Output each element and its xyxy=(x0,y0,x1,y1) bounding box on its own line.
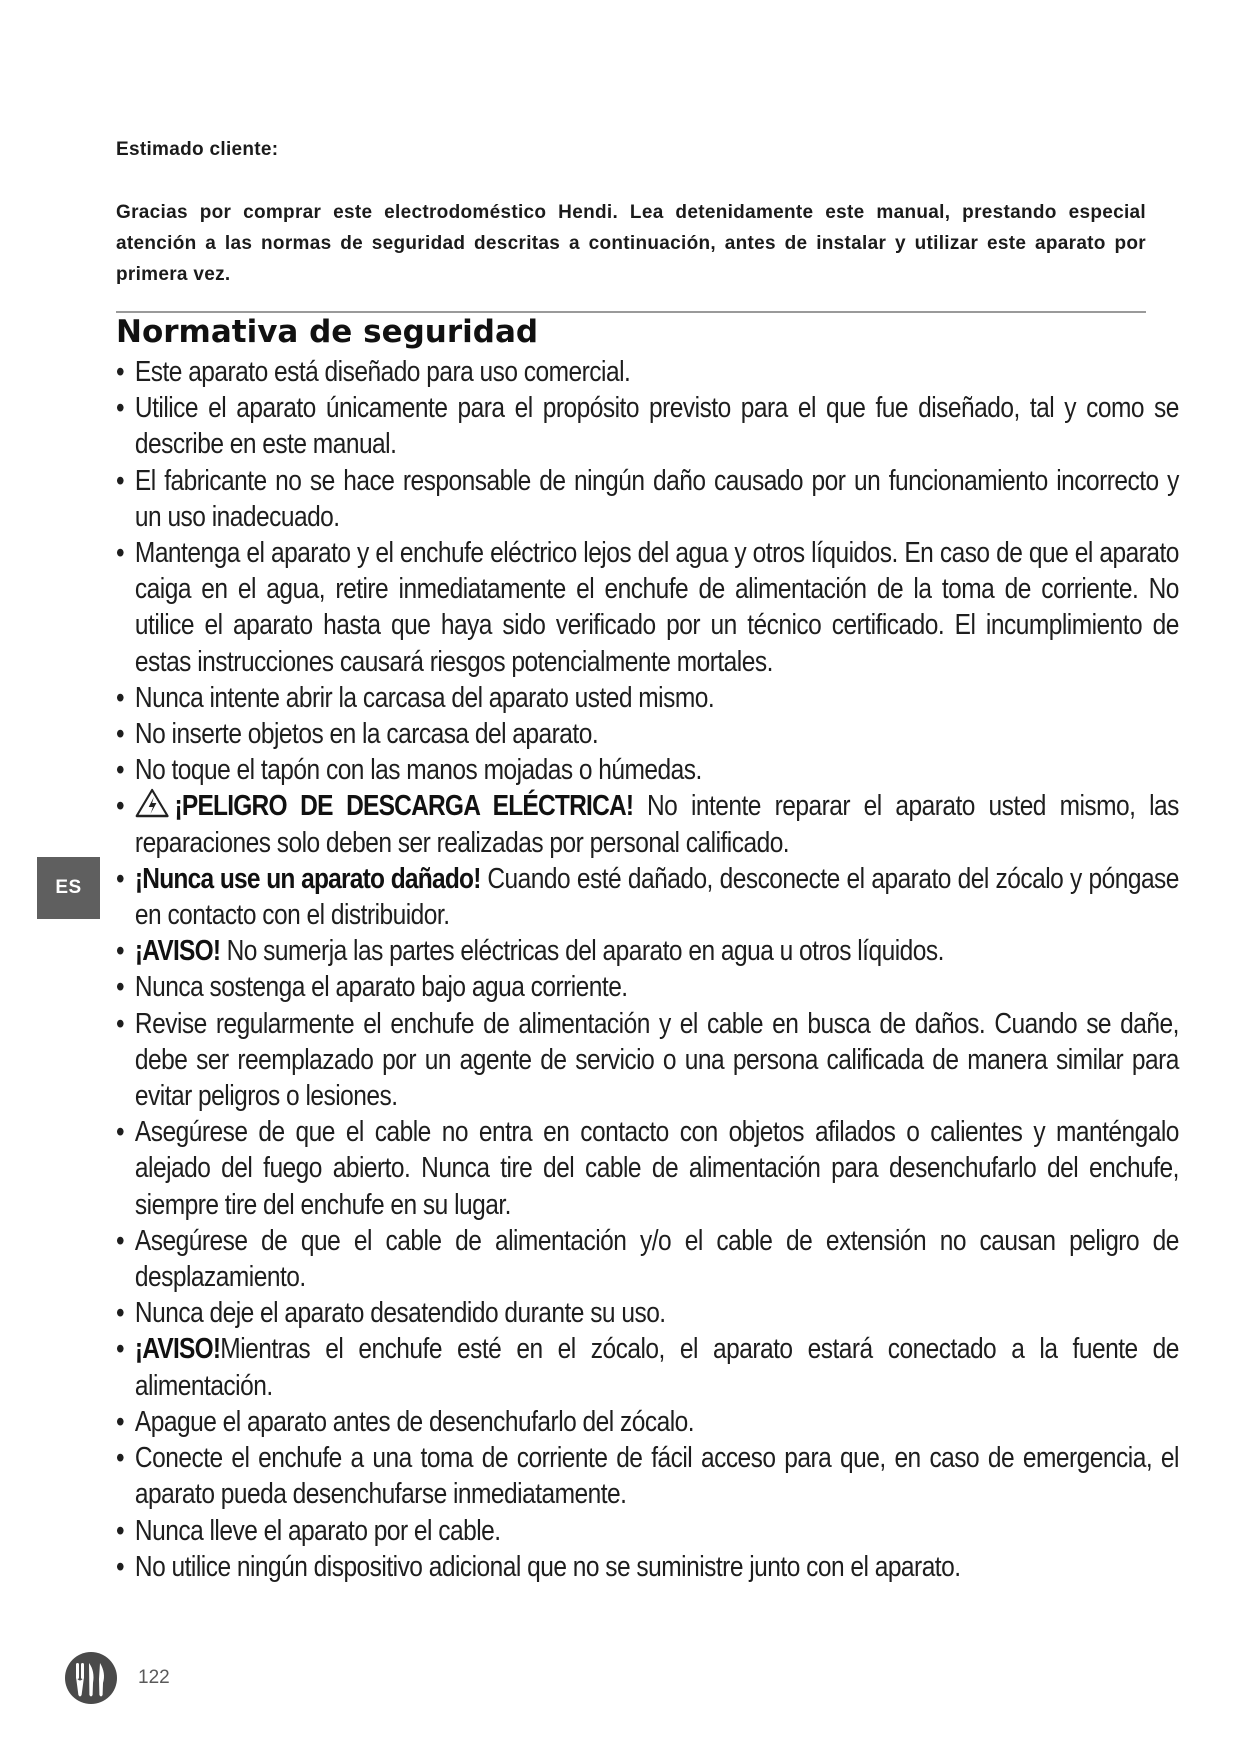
bullet-marker: • xyxy=(116,1007,125,1040)
rule-text: Utilice el aparato únicamente para el propósito previsto para el que fue diseñado, tal y como se describe en este manual. xyxy=(134,392,1179,461)
safety-rule-item xyxy=(116,788,1179,860)
safety-rule-item xyxy=(116,1223,1179,1295)
bullet-marker: • xyxy=(116,790,125,823)
rule-text: Nunca intente abrir la carcasa del aparato usted mismo. xyxy=(134,681,715,714)
bullet-marker: • xyxy=(116,1297,125,1330)
bullet-marker: • xyxy=(116,862,125,895)
safety-rule-item xyxy=(116,354,1179,390)
rule-emphasis: ¡AVISO! xyxy=(134,935,221,968)
rule-text: Cuando esté dañado, desconecte el aparato del zócalo y póngase en contacto con el distribuidor. xyxy=(134,862,1179,932)
rule-text: No toque el tapón con las manos mojadas o húmedas. xyxy=(134,754,702,787)
rule-text: No sumerja las partes eléctricas del aparato en agua u otros líquidos. xyxy=(220,935,944,968)
bullet-marker: • xyxy=(116,464,125,497)
safety-rule-item xyxy=(116,1513,1179,1549)
bullet-marker: • xyxy=(116,1116,125,1149)
section-divider xyxy=(116,311,1146,313)
safety-rule-item xyxy=(116,1006,1179,1115)
language-tab: ES xyxy=(37,857,100,919)
safety-rule-item xyxy=(116,1440,1179,1512)
bullet-marker: • xyxy=(116,971,125,1004)
safety-rule-item xyxy=(116,1114,1179,1223)
intro-paragraph: Gracias por comprar este electrodoméstico Hendi. Lea detenidamente este manual, prestando especial atención a las normas de seguridad descritas a continuación, antes de instalar y utilizar este aparato por primera vez. xyxy=(116,202,1146,285)
safety-rule-item xyxy=(116,861,1179,933)
rule-text: Apague el aparato antes de desenchufarlo del zócalo. xyxy=(134,1405,695,1438)
bullet-marker: • xyxy=(116,718,125,751)
safety-rule-item xyxy=(116,752,1179,788)
safety-rule-item xyxy=(116,390,1179,462)
safety-rules-list xyxy=(116,354,1179,1585)
rule-text: El fabricante no se hace responsable de ningún daño causado por un funcionamiento incorrecto y un uso inadecuado. xyxy=(134,464,1179,533)
page-number: 122 xyxy=(138,1667,170,1688)
greeting: Estimado cliente: xyxy=(116,139,279,160)
bullet-marker: • xyxy=(116,537,125,570)
rule-text: No intente reparar el aparato usted mismo, las reparaciones solo deben ser realizadas por personal calificado. xyxy=(134,790,1179,859)
rule-text: Asegúrese de que el cable de alimentación y/o el cable de extensión no causan peligro de desplazamiento. xyxy=(134,1224,1179,1294)
cutlery-logo-icon xyxy=(64,1651,118,1705)
safety-rule-item xyxy=(116,1549,1179,1585)
rule-text: Nunca lleve el aparato por el cable. xyxy=(134,1514,501,1547)
bullet-marker: • xyxy=(116,392,125,425)
bullet-marker: • xyxy=(116,1224,125,1257)
bullet-marker: • xyxy=(116,935,125,968)
section-title: Normativa de seguridad xyxy=(116,314,539,350)
bullet-marker: • xyxy=(116,1405,125,1438)
safety-rule-item xyxy=(116,535,1179,680)
bullet-marker: • xyxy=(116,754,125,787)
safety-rule-item xyxy=(116,1331,1179,1403)
rule-emphasis: ¡PELIGRO DE DESCARGA ELÉCTRICA! xyxy=(174,790,634,823)
safety-rule-item xyxy=(116,716,1179,752)
rule-text: Nunca deje el aparato desatendido durante su uso. xyxy=(134,1297,666,1330)
rule-text: Revise regularmente el enchufe de alimentación y el cable en busca de daños. Cuando se dañe, debe ser reemplazado por un agente de servicio o una persona calificada de manera similar para evitar peligros o lesiones. xyxy=(134,1007,1179,1113)
rule-emphasis: ¡Nunca use un aparato dañado! xyxy=(134,862,481,895)
rule-emphasis: ¡AVISO! xyxy=(134,1333,221,1366)
safety-rule-item xyxy=(116,463,1179,535)
rule-text: Asegúrese de que el cable no entra en contacto con objetos afilados o calientes y manténgalo alejado del fuego abierto. Nunca tire del cable de alimentación para desenchufarlo del enchufe, siempre tire del enchufe en su lugar. xyxy=(134,1116,1179,1221)
rule-text: No utilice ningún dispositivo adicional que no se suministre junto con el aparato. xyxy=(134,1550,961,1583)
safety-rule-item xyxy=(116,1295,1179,1331)
bullet-marker: • xyxy=(116,1550,125,1583)
bullet-marker: • xyxy=(116,356,125,388)
safety-rule-item xyxy=(116,1404,1179,1440)
safety-rule-item xyxy=(116,933,1179,969)
rule-text: Este aparato está diseñado para uso comercial. xyxy=(134,356,631,388)
rule-text: Mantenga el aparato y el enchufe eléctrico lejos del agua y otros líquidos. En caso de que el aparato caiga en el agua, retire inmediatamente el enchufe de alimentación de la toma de corriente. No utilice el aparato hasta que haya sido verificado por un técnico certificado. El incumplimiento de estas instrucciones causará riesgos potencialmente mortales. xyxy=(134,537,1179,678)
safety-rule-item xyxy=(116,680,1179,716)
rule-text: Mientras el enchufe esté en el zócalo, el aparato estará conectado a la fuente de alimentación. xyxy=(134,1333,1179,1402)
rule-text: No inserte objetos en la carcasa del aparato. xyxy=(134,718,599,751)
bullet-marker: • xyxy=(116,1514,125,1547)
rule-text: Nunca sostenga el aparato bajo agua corriente. xyxy=(134,971,628,1004)
high-voltage-warning-icon xyxy=(135,788,169,818)
bullet-marker: • xyxy=(116,1333,125,1366)
safety-rule-item xyxy=(116,969,1179,1005)
rule-text: Conecte el enchufe a una toma de corriente de fácil acceso para que, en caso de emergencia, el aparato pueda desenchufarse inmediatamente. xyxy=(134,1442,1179,1511)
bullet-marker: • xyxy=(116,1442,125,1475)
bullet-marker: • xyxy=(116,681,125,714)
